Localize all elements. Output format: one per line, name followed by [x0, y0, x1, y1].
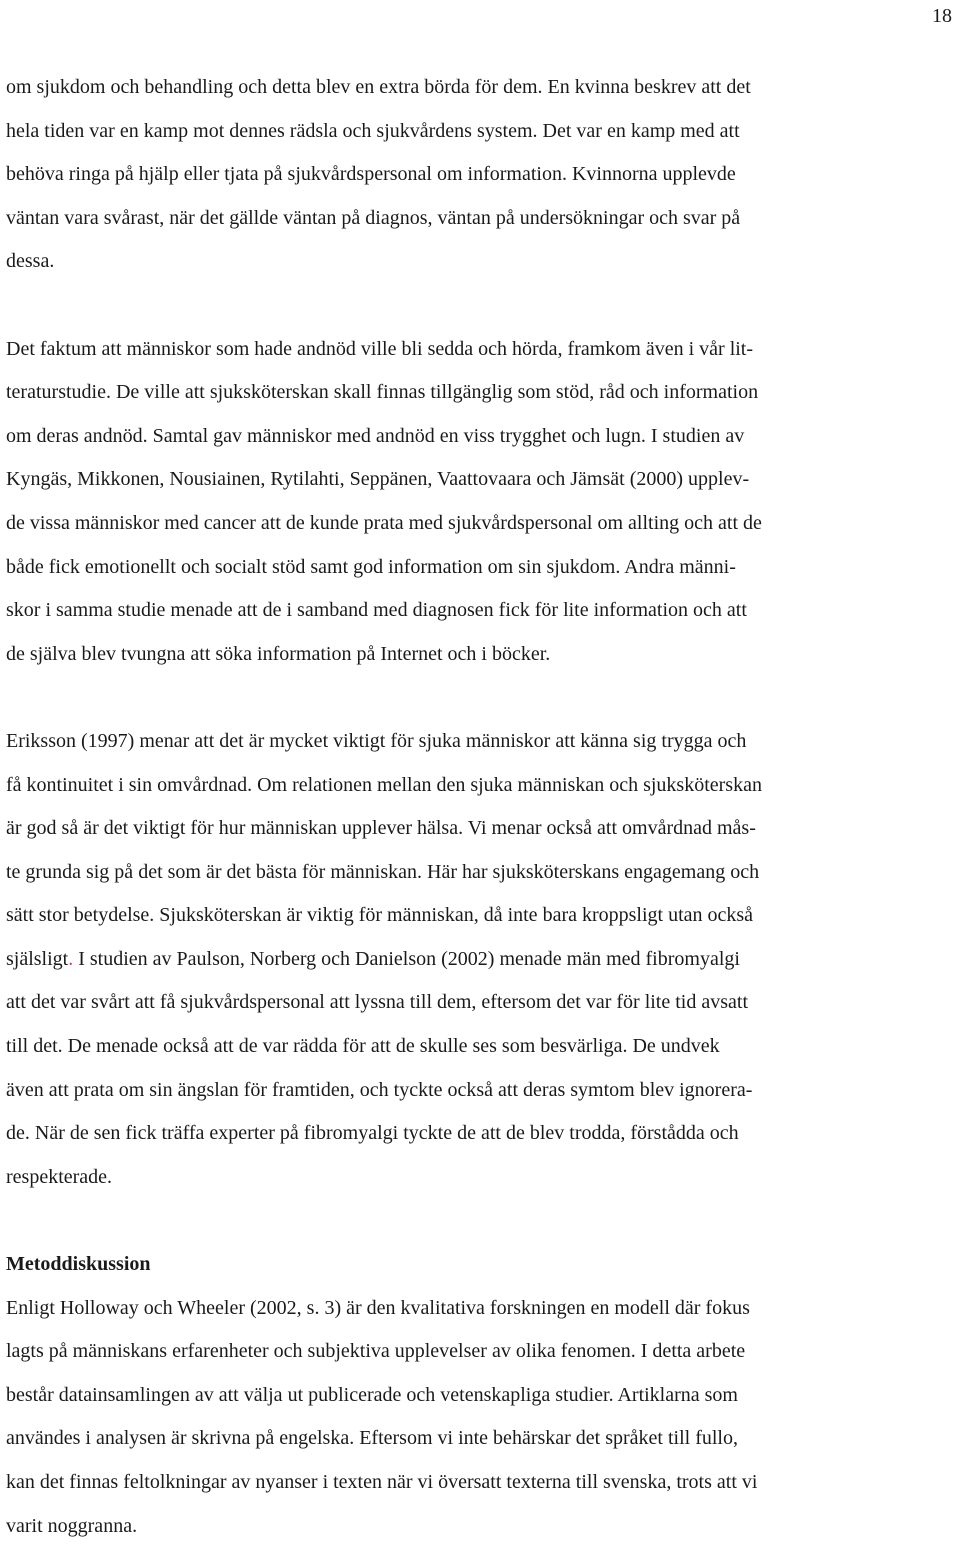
text-line-mixed [6, 938, 956, 982]
text-line: både fick emotionellt och socialt stöd samt god information om sin sjukdom. Andra männi- [6, 555, 736, 578]
text-line: hela tiden var en kamp mot dennes rädsla och sjukvårdens system. Det var en kamp med att [6, 119, 740, 142]
text-line: användes i analysen är skrivna på engelska. Eftersom vi inte behärskar det språket till fullo, [6, 1427, 738, 1450]
paragraph-2 [6, 328, 956, 677]
text-line: även att prata om sin ängslan för framtiden, och tyckte också att deras symtom blev ignorera- [6, 1078, 753, 1101]
paragraph-4 [6, 1287, 956, 1548]
paragraph-gap [6, 284, 956, 328]
text-line: teraturstudie. De ville att sjuksköterskan skall finnas tillgänglig som stöd, råd och information [6, 381, 759, 404]
text-line: de. När de sen fick träffa experter på fibromyalgi tyckte de att de blev trodda, förstådda och [6, 1122, 739, 1145]
text-line: respekterade. [6, 1165, 113, 1188]
text-line: få kontinuitet i sin omvårdnad. Om relationen mellan den sjuka människan och sjuksköterskan [6, 773, 762, 796]
document-body [6, 66, 956, 1548]
text-line: att det var svårt att få sjukvårdspersonal att lyssna till dem, eftersom det var för lite tid avsatt [6, 991, 749, 1014]
text-line: Det faktum att människor som hade andnöd ville bli sedda och hörda, framkom även i vår lit- [6, 337, 754, 360]
text-line: lagts på människans erfarenheter och subjektiva upplevelser av olika fenomen. I detta arbete [6, 1340, 746, 1363]
text-line: dessa. [6, 250, 55, 273]
highlight-dot: . [68, 947, 74, 970]
text-line: te grunda sig på det som är det bästa för människan. Här har sjuksköterskans engagemang och [6, 860, 760, 883]
text-line: de själva blev tvungna att söka information på Internet och i böcker. [6, 642, 551, 665]
text-fragment: I studien av Paulson, Norberg och Danielson (2002) menade män med fibromyalgi [73, 947, 740, 970]
text-line: består datainsamlingen av att välja ut publicerade och vetenskapliga studier. Artiklarna som [6, 1383, 738, 1406]
paragraph-gap [6, 1199, 956, 1243]
section-heading: Metoddiskussion [6, 1253, 151, 1276]
paragraph-gap [6, 676, 956, 720]
text-line: Eriksson (1997) menar att det är mycket viktigt för sjuka människor att känna sig trygga och [6, 729, 747, 752]
text-line: är god så är det viktigt för hur människan upplever hälsa. Vi menar också att omvårdnad mås- [6, 817, 756, 840]
text-line: om sjukdom och behandling och detta blev en extra börda för dem. En kvinna beskrev att det [6, 76, 751, 98]
page-number: 18 [932, 5, 952, 27]
text-line: till det. De menade också att de var rädda för att de skulle ses som besvärliga. De undvek [6, 1035, 720, 1058]
text-line: kan det finnas feltolkningar av nyanser i texten när vi översatt texterna till svenska, trots att vi [6, 1471, 758, 1493]
text-fragment: själsligt [6, 947, 69, 970]
text-line: Enligt Holloway och Wheeler (2002, s. 3) är den kvalitativa forskningen en modell där fokus [6, 1296, 750, 1319]
text-line: varit noggranna. [6, 1514, 138, 1537]
text-line: de vissa människor med cancer att de kunde prata med sjukvårdspersonal om allting och att de [6, 511, 762, 534]
text-line: om deras andnöd. Samtal gav människor med andnöd en viss trygghet och lugn. I studien av [6, 424, 745, 447]
text-line: skor i samma studie menade att de i samband med diagnosen fick för lite information och att [6, 599, 747, 622]
text-line: sätt stor betydelse. Sjuksköterskan är viktig för människan, då inte bara kroppsligt utan också [6, 904, 754, 927]
text-line: behöva ringa på hjälp eller tjata på sjukvårdspersonal om information. Kvinnorna upplevde [6, 163, 736, 186]
paragraph-3 [6, 720, 956, 1200]
text-line: väntan vara svårast, när det gällde väntan på diagnos, väntan på undersökningar och svar på [6, 206, 741, 229]
paragraph-1 [6, 66, 956, 284]
text-line: Kyngäs, Mikkonen, Nousiainen, Rytilahti, Seppänen, Vaattovaara och Jämsät (2000) upplev- [6, 468, 750, 491]
